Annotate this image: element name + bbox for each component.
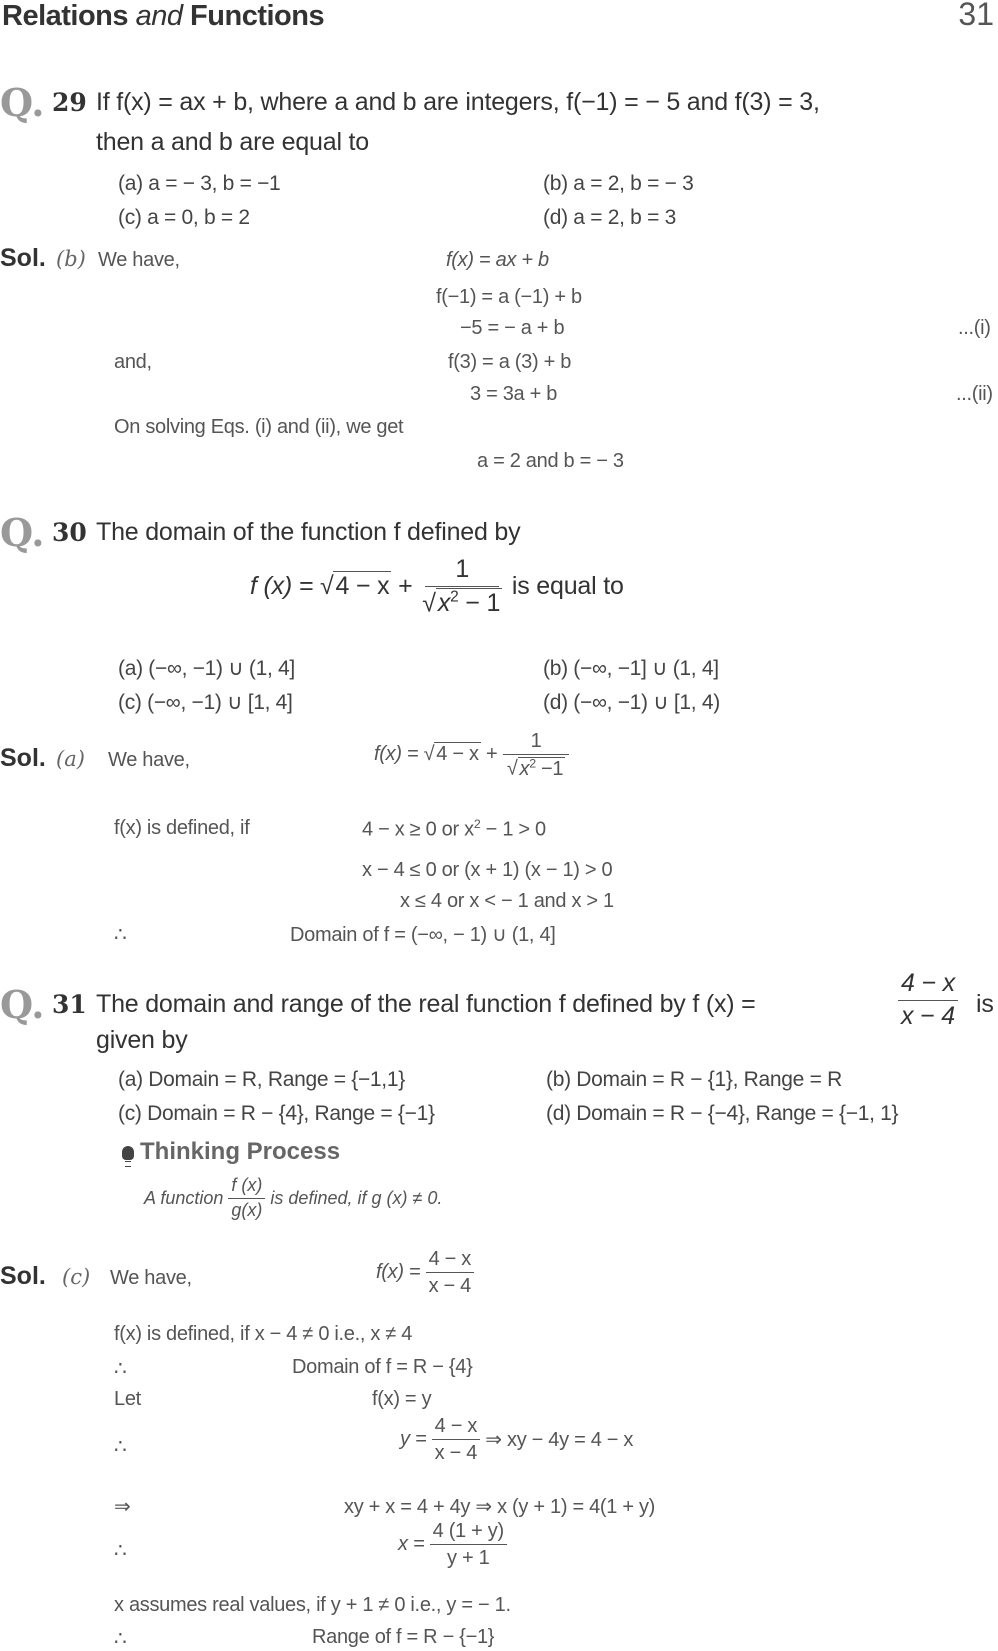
solution-intro: We have, <box>110 1267 192 1289</box>
solution-answer: (c) <box>62 1265 91 1289</box>
therefore-symbol: ∴ <box>114 1540 127 1562</box>
title-part1: Relations <box>2 0 129 32</box>
solution-text: f(x) is defined, if x − 4 ≠ 0 i.e., x ≠ 4 <box>114 1323 413 1345</box>
fraction-denominator: g(x) <box>231 1199 263 1220</box>
formula-fraction: $\frac{1}{√x^2 - 1}$ <box>422 555 501 617</box>
option-b: (b) a = 2, b = − 3 <box>543 172 694 195</box>
equation-tag: ...(ii) <box>956 383 993 405</box>
solution-label: Sol. <box>0 744 46 772</box>
question-text: If f(x) = ax + b, where a and b are integers, f(−1) = − 5 and f(3) = 3, <box>96 88 820 116</box>
option-a: (a) a = − 3, b = −1 <box>118 172 281 195</box>
question-text-cont: given by <box>96 1026 188 1054</box>
den-rest: − 1 <box>458 588 501 617</box>
eq-lhs: f(x) = <box>374 743 419 766</box>
question-fraction <box>898 970 958 1030</box>
eq-fraction <box>432 1415 480 1464</box>
question-number: 30 <box>52 518 87 547</box>
therefore-symbol: ∴ <box>114 1358 127 1380</box>
option-d: (d) Domain = R − {−4}, Range = {−1, 1} <box>546 1102 899 1125</box>
fraction-numerator: 4 − x <box>426 1248 474 1273</box>
question-text: The domain of the function f defined by <box>96 518 521 546</box>
fraction-numerator: 4 − x <box>898 970 958 1001</box>
fraction <box>898 970 958 1030</box>
eq-lhs: x = <box>398 1533 425 1555</box>
chapter-title <box>2 0 324 33</box>
lightbulb-icon <box>122 1146 134 1160</box>
solution-result: Domain of f = (−∞, − 1) ∪ (1, 4] <box>290 924 556 946</box>
option-c: (c) (−∞, −1) ∪ [1, 4] <box>118 691 293 714</box>
option-c: (c) Domain = R − {4}, Range = {−1} <box>118 1102 435 1125</box>
den-var: x <box>437 588 451 617</box>
eq-lhs: y = <box>400 1428 427 1450</box>
equation-tag: ...(i) <box>958 317 991 339</box>
question-text: The domain and range of the real function f defined by f (x) = <box>96 990 756 1018</box>
question-mark-icon: Q. <box>0 80 45 125</box>
eq-rhs: ⇒ xy − 4y = 4 − x <box>485 1429 634 1451</box>
solution-answer: (b) <box>56 247 86 271</box>
equation: f(x) = y <box>372 1388 432 1410</box>
formula-lhs: f (x) = <box>250 572 314 601</box>
option-d: (d) (−∞, −1) ∪ [1, 4) <box>543 691 720 714</box>
solution-text: On solving Eqs. (i) and (ii), we get <box>114 416 404 438</box>
formula-sqrt: 4 − x <box>335 572 390 601</box>
fraction-denominator: x − 4 <box>901 1001 955 1030</box>
therefore-symbol: ∴ <box>114 1436 127 1458</box>
fraction-numerator: 4 (1 + y) <box>430 1520 507 1545</box>
cond-part: 4 − x ≥ 0 or x <box>362 818 474 841</box>
solution-text: x assumes real values, if y + 1 ≠ 0 i.e., y = − 1. <box>114 1594 511 1616</box>
cond-part: − 1 > 0 <box>480 818 546 841</box>
solution-connector: and, <box>114 351 152 373</box>
tp-pre: A function <box>144 1187 224 1208</box>
eq-fraction <box>430 1520 507 1569</box>
solution-text: f(x) is defined, if <box>114 817 250 839</box>
equation: f(3) = a (3) + b <box>448 351 572 373</box>
question-text-tail: is <box>976 990 994 1018</box>
fraction-numerator: 1 <box>425 556 499 587</box>
equation <box>398 1520 507 1569</box>
solution-formula <box>376 1248 474 1297</box>
page-number: 31 <box>958 0 994 32</box>
solution-intro: We have, <box>98 249 180 271</box>
formula-plus: + <box>398 572 413 601</box>
option-c: (c) a = 0, b = 2 <box>118 206 250 229</box>
domain-result: Domain of f = R − {4} <box>292 1356 473 1378</box>
option-a: (a) (−∞, −1) ∪ (1, 4] <box>118 657 295 680</box>
solution-result: a = 2 and b = − 3 <box>477 450 624 472</box>
condition: x − 4 ≤ 0 or (x + 1) (x − 1) > 0 <box>362 859 613 881</box>
den-exp: 2 <box>450 588 459 606</box>
fraction-denominator: x − 4 <box>434 1442 478 1464</box>
solution-label: Sol. <box>0 244 46 272</box>
tp-fraction <box>228 1176 265 1221</box>
thinking-process-title: Thinking Process <box>140 1138 341 1165</box>
question-mark-icon: Q. <box>0 510 45 555</box>
option-a: (a) Domain = R, Range = {−1,1} <box>118 1068 405 1091</box>
condition: x ≤ 4 or x < − 1 and x > 1 <box>400 890 614 912</box>
den-var: x <box>519 757 530 780</box>
equation: f(−1) = a (−1) + b <box>436 286 582 308</box>
cond-exp: 2 <box>473 817 481 831</box>
equation <box>400 1415 633 1464</box>
solution-label: Sol. <box>0 1262 46 1290</box>
equation: f(x) = ax + b <box>446 249 549 271</box>
equation: 3 = 3a + b <box>470 383 558 405</box>
question-number: 29 <box>52 88 87 117</box>
formula-tail: is equal to <box>511 572 624 601</box>
question-text-cont: then a and b are equal to <box>96 128 370 156</box>
eq-sqrt: 4 − x <box>436 743 479 766</box>
eq-lhs: f(x) = <box>376 1261 421 1283</box>
option-b: (b) (−∞, −1] ∪ (1, 4] <box>543 657 719 680</box>
fraction-numerator: 1 <box>503 730 570 755</box>
fraction-numerator: f (x) <box>228 1176 265 1199</box>
option-b: (b) Domain = R − {1}, Range = R <box>546 1068 842 1091</box>
tp-post: is defined, if g (x) ≠ 0. <box>270 1187 443 1208</box>
question-number: 31 <box>52 990 87 1019</box>
thinking-process-text <box>144 1176 442 1221</box>
den-exp: 2 <box>529 756 536 770</box>
solution-formula: f(x) = √ 4 − x + $\frac{1}{√ x^2 -1}$ <box>374 730 569 780</box>
eq-plus: + <box>485 743 498 766</box>
therefore-symbol: ∴ <box>114 924 127 946</box>
range-result: Range of f = R − {−1} <box>312 1626 495 1648</box>
equation: xy + x = 4 + 4y ⇒ x (y + 1) = 4(1 + y) <box>344 1496 656 1518</box>
option-d: (d) a = 2, b = 3 <box>543 206 676 229</box>
fraction-denominator: y + 1 <box>447 1547 490 1569</box>
eq-fraction: $\frac{1}{√ x^2 -1}$ <box>503 730 570 780</box>
let-label: Let <box>114 1388 141 1410</box>
question-formula: f (x) = √ 4 − x + $\frac{1}{√x^2 - 1}$ is equal to <box>250 555 624 617</box>
fraction-numerator: 4 − x <box>432 1415 480 1440</box>
thinking-process-heading <box>122 1138 340 1166</box>
question-mark-icon: Q. <box>0 982 45 1027</box>
title-and: and <box>135 0 183 32</box>
fraction-denominator: x − 4 <box>428 1275 472 1297</box>
title-part2: Functions <box>190 0 325 32</box>
den-rest: −1 <box>535 757 564 780</box>
therefore-symbol: ∴ <box>114 1628 127 1650</box>
solution-intro: We have, <box>108 749 190 771</box>
solution-answer: (a) <box>56 747 85 771</box>
condition <box>362 817 546 842</box>
eq-fraction <box>426 1248 474 1297</box>
implies-symbol: ⇒ <box>114 1496 131 1518</box>
equation: −5 = − a + b <box>460 317 565 339</box>
